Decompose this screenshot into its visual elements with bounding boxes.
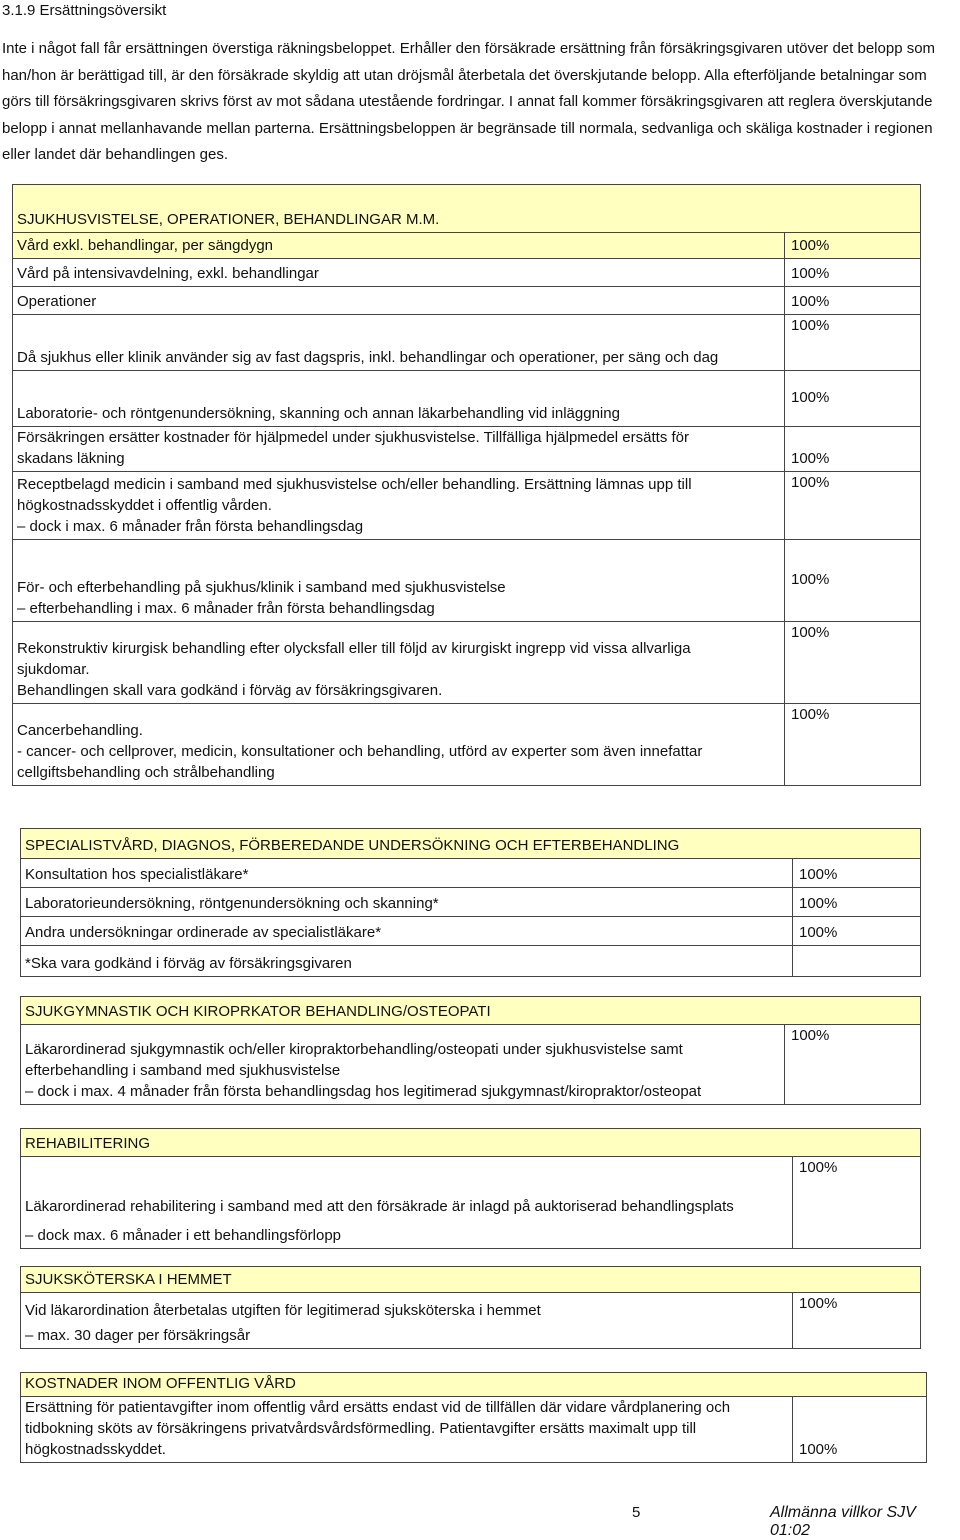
physio-body	[21, 1025, 785, 1105]
specialist-title: SPECIALISTVÅRD, DIAGNOS, FÖRBEREDANDE UNDERSÖKNING OCH EFTERBEHANDLING	[21, 829, 921, 859]
nurse-line-1: – max. 30 dager per försäkringsår	[25, 1327, 251, 1344]
hospital-row-6-line-2: – dock i max. 6 månader från första behandlingsdag	[17, 518, 364, 535]
specialist-row-2-pct: 100%	[793, 917, 921, 946]
hospital-row-2: Operationer	[13, 287, 785, 315]
hospital-row-6-pct: 100%	[785, 472, 921, 540]
hospital-row-9-pct: 100%	[785, 704, 921, 786]
hospital-row-5-line-1: skadans läkning	[17, 450, 125, 467]
hospital-row-9	[13, 704, 785, 786]
intro-paragraph	[2, 36, 957, 169]
hospital-row-4-pct: 100%	[785, 371, 921, 427]
hospital-row-0: Vård exkl. behandlingar, per sängdygn	[13, 233, 785, 259]
hospital-row-8-line-0: Rekonstruktiv kirurgisk behandling efter olycksfall eller till följd av kirurgiskt ingrepp vid vissa allvarliga	[17, 640, 691, 657]
public-pct: 100%	[793, 1397, 927, 1463]
rehab-line-1: – dock max. 6 månader i ett behandlingsförlopp	[25, 1227, 342, 1244]
page-number: 5	[632, 1504, 641, 1521]
hospital-row-7-pct: 100%	[785, 540, 921, 622]
section-heading: 3.1.9 Ersättningsöversikt	[2, 2, 167, 19]
hospital-row-6	[13, 472, 785, 540]
hospital-row-3: Då sjukhus eller klinik använder sig av fast dagspris, inkl. behandlingar och operationer, per säng och dag	[13, 315, 785, 371]
hospital-row-8-pct: 100%	[785, 622, 921, 704]
specialist-row-1-pct: 100%	[793, 888, 921, 917]
public-table	[20, 1372, 927, 1463]
hospital-row-1-pct: 100%	[785, 259, 921, 287]
hospital-row-4: Laboratorie- och röntgenundersökning, skanning och annan läkarbehandling vid inläggning	[13, 371, 785, 427]
public-line-2: högkostnadsskyddet.	[25, 1441, 166, 1458]
hospital-row-5-pct: 100%	[785, 427, 921, 472]
hospital-row-8-line-1: sjukdomar.	[17, 661, 90, 678]
hospital-row-2-pct: 100%	[785, 287, 921, 315]
physio-line-1: efterbehandling i samband med sjukhusvistelse	[25, 1062, 341, 1079]
rehab-title: REHABILITERING	[21, 1129, 921, 1157]
rehab-line-0: Läkarordinerad rehabilitering i samband med att den försäkrade är inlagd på auktoriserad behandlingsplats	[25, 1198, 734, 1215]
public-body	[21, 1397, 793, 1463]
hospital-title: SJUKHUSVISTELSE, OPERATIONER, BEHANDLINGAR M.M.	[13, 185, 921, 233]
hospital-row-6-line-1: högkostnadsskyddet i offentlig vården.	[17, 497, 272, 514]
physio-line-0: Läkarordinerad sjukgymnastik och/eller kiropraktorbehandling/osteopati under sjukhusvistelse samt	[25, 1041, 683, 1058]
physio-title: SJUKGYMNASTIK OCH KIROPRKATOR BEHANDLING/OSTEOPATI	[21, 997, 921, 1025]
rehab-table	[20, 1128, 921, 1249]
hospital-row-7-line-1: – efterbehandling i max. 6 månader från första behandlingsdag	[17, 600, 435, 617]
hospital-table	[12, 184, 921, 786]
nurse-pct: 100%	[793, 1293, 921, 1349]
physio-line-2: – dock i max. 4 månader från första behandlingsdag hos legitimerad sjukgymnast/kiropraktor/osteopat	[25, 1083, 702, 1100]
specialist-row-1: Laboratorieundersökning, röntgenundersökning och skanning*	[21, 888, 793, 917]
rehab-body	[21, 1157, 793, 1249]
hospital-row-7	[13, 540, 785, 622]
specialist-table	[20, 828, 921, 977]
hospital-row-0-pct: 100%	[785, 233, 921, 259]
specialist-row-0-pct: 100%	[793, 859, 921, 888]
public-line-1: tidbokning sköts av försäkringens privatvårdsvårdsförmedling. Patientavgifter ersätts maximalt upp till	[25, 1420, 697, 1437]
intro-text: Inte i något fall får ersättningen överstiga räkningsbeloppet. Erhåller den försäkrade ersättning från försäkringsgivaren utöver det belopp som han/hon är berättigad till, är den försäkrade skyldig att utan dröjsmål återbetala det överskjutande belopp. Alla efterföljande betalningar som görs till försäkringsgivaren skrivs först av mot sådana utestående fordringar. I annat fall kommer försäkringsgivaren att reglera överskjutande belopp i annat mellanhavande mellan parterna. Ersättningsbeloppen är begränsade till normala, sedvanliga och skäliga kostnader i regionen eller landet där behandlingen ges.	[2, 40, 936, 163]
specialist-row-0: Konsultation hos specialistläkare*	[21, 859, 793, 888]
hospital-row-8	[13, 622, 785, 704]
nurse-table	[20, 1266, 921, 1349]
specialist-row-2: Andra undersökningar ordinerade av specialistläkare*	[21, 917, 793, 946]
hospital-row-9-line-2: cellgiftsbehandling och strålbehandling	[17, 764, 275, 781]
nurse-body	[21, 1293, 793, 1349]
hospital-row-9-line-0: Cancerbehandling.	[17, 722, 143, 739]
hospital-row-9-line-1: - cancer- och cellprover, medicin, konsultationer och behandling, utförd av experter som även innefattar	[17, 743, 703, 760]
hospital-row-5-line-0: Försäkringen ersätter kostnader för hjälpmedel under sjukhusvistelse. Tillfälliga hjälpmedel ersätts för	[17, 429, 689, 446]
specialist-row-3-pct	[793, 946, 921, 977]
specialist-row-3: *Ska vara godkänd i förväg av försäkringsgivaren	[21, 946, 793, 977]
footer-title: Allmänna villkor SJV 01:02	[770, 1504, 916, 1539]
physio-table	[20, 996, 921, 1105]
physio-pct: 100%	[785, 1025, 921, 1105]
public-title: KOSTNADER INOM OFFENTLIG VÅRD	[21, 1373, 927, 1397]
rehab-pct: 100%	[793, 1157, 921, 1249]
public-line-0: Ersättning för patientavgifter inom offentlig vård ersätts endast vid de tillfällen där vidare vårdplanering och	[25, 1399, 731, 1416]
hospital-row-1: Vård på intensivavdelning, exkl. behandlingar	[13, 259, 785, 287]
hospital-row-5	[13, 427, 785, 472]
hospital-row-3-pct: 100%	[785, 315, 921, 371]
nurse-line-0: Vid läkarordination återbetalas utgiften för legitimerad sjuksköterska i hemmet	[25, 1302, 541, 1319]
hospital-row-8-line-2: Behandlingen skall vara godkänd i förväg av försäkringsgivaren.	[17, 682, 443, 699]
nurse-title: SJUKSKÖTERSKA I HEMMET	[21, 1267, 921, 1293]
hospital-row-7-line-0: För- och efterbehandling på sjukhus/klinik i samband med sjukhusvistelse	[17, 579, 506, 596]
hospital-row-6-line-0: Receptbelagd medicin i samband med sjukhusvistelse och/eller behandling. Ersättning lämnas upp till	[17, 476, 692, 493]
